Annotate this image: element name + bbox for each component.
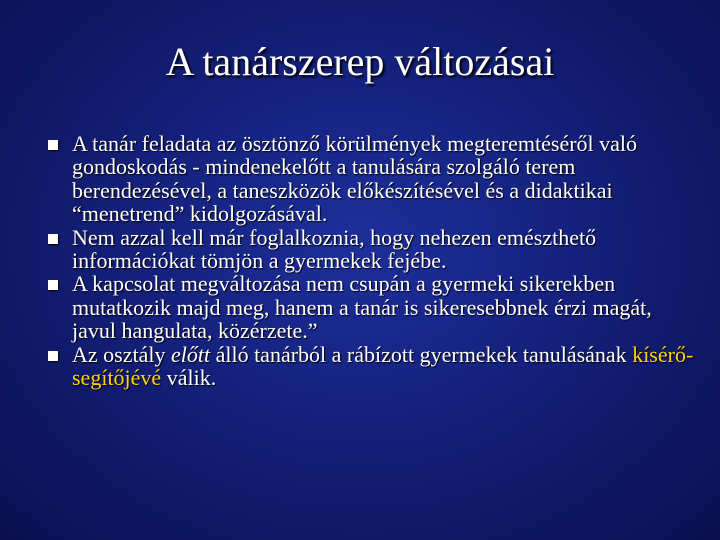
square-bullet-icon [48,140,58,150]
bullet-text-part: álló tanárból a rábízott gyermekek tanulásának [210,341,633,367]
bullet-list [44,132,694,389]
bullet-item-2 [44,226,694,273]
bullet-text: A kapcsolat megváltozása nem csupán a gyermeki sikerekben mutatkozik majd meg, hanem a tanár is sikeresebbnek érzi magát, javul hangulata, közérzete.” [72,271,652,344]
square-bullet-icon [48,351,58,361]
square-bullet-icon [48,234,58,244]
square-bullet-icon [48,280,58,290]
bullet-text: A tanár feladata az ösztönző körülmények megteremtéséről való gondoskodás - mindenekelőtt a tanulására szolgáló terem berendezésével, a taneszközök előkészítésével és a didaktikai “menetrend” kidolgozásával. [72,131,638,227]
bullet-text-part: válik. [161,365,217,391]
bullet-text-part: Az osztály [72,341,171,367]
bullet-item-4 [44,343,694,390]
italic-word: előtt [170,341,211,367]
bullet-item-3 [44,272,694,342]
bullet-text: Nem azzal kell már foglalkoznia, hogy nehezen emészthető információkat tömjön a gyermekek fejébe. [72,224,597,274]
slide-title: A tanárszerep változásai [165,39,555,84]
highlighted-phrase: kísérő-segítőjévé [72,341,694,391]
bullet-item-1 [44,132,694,226]
